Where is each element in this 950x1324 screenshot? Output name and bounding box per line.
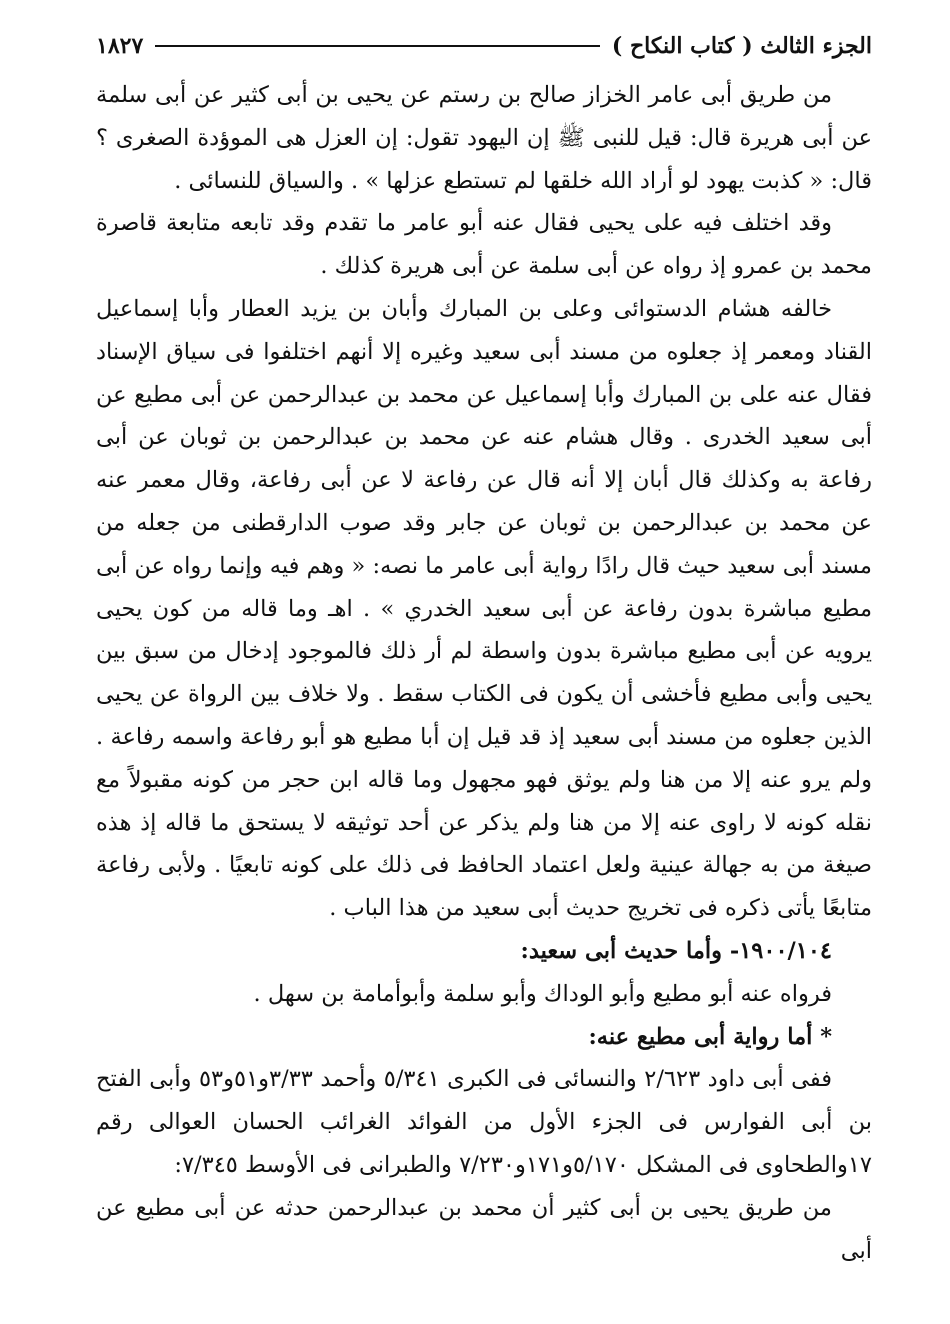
paragraph: * أما رواية أبى مطيع عنه: — [588, 1023, 832, 1050]
paragraph: وقد اختلف فيه على يحيى فقال عنه أبو عامر ما تقدم وقد تابعه متابعة قاصرة محمد بن عمرو إذ رواه عن أبى سلمة عن أبى هريرة كذلك . — [96, 210, 872, 280]
page-number: ١٨٢٧ — [96, 33, 144, 59]
paragraph: خالفه هشام الدستوائى وعلى بن المبارك وأبان بن يزيد العطار وأبا إسماعيل القناد ومعمر إذ جعلوه من مسند أبى سعيد وغيره إلا أنهم اختلفوا فى سياق الإسناد فقال عنه على بن المبارك وأبا إسماعيل عن محمد بن عبدالرحمن عن أبى مطيع عن أبى سعيد الخدرى . وقال هشام عنه عن محمد بن عبدالرحمن بن ثوبان عن أبى رفاعة به وكذلك قال أبان إلا أنه قال عن رفاعة لا عن أبى رفاعة، وقال معمر عنه عن محمد بن عبدالرحمن بن ثوبان عن جابر وقد صوب الدارقطنى من جعله من مسند أبى سعيد حيث قال رادًا رواية أبى عامر ما نصه: « وهم فيه وإنما رواه عن أبى مطيع مباشرة بدون رفاعة عن أبى سعيد الخدري » . اهـ وما قاله من كون يحيى يرويه عن أبى مطيع مباشرة بدون واسطة لم أر ذلك فالموجود إدخال من سبق بين يحيى وأبى مطيع فأخشى أن يكون فى الكتاب سقط . ولا خلاف بين الرواة عن يحيى الذين جعلوه من مسند أبى سعيد إذ قد قيل إن أبا مطيع هو أبو رفاعة واسمه رفاعة . ولم يرو عنه إلا من هنا ولم يوثق فهو مجهول وما قاله ابن حجر من كونه مقبولاً مع نقله كونه لا راوى عنه إلا من هنا ولم يذكر عن أحد توثيقه لا يستحق ما قاله إذ هذه صيغة من به جهالة عينية ولعل اعتماد الحافظ فى ذلك على كونه تابعيًا . ولأبى رفاعة متابعًا يأتى ذكره فى تخريج حديث أبى سعيد من هذا الباب . — [96, 295, 872, 922]
header-rule — [155, 45, 600, 47]
paragraph: ١٩٠٠/١٠٤- وأما حديث أبى سعيد: — [520, 937, 832, 964]
paragraph: من طريق يحيى بن أبى كثير أن محمد بن عبدالرحمن حدثه عن أبى مطيع عن أبى — [96, 1194, 872, 1264]
paragraph: فرواه عنه أبو مطيع وأبو الوداك وأبو سلمة وأبوأمامة بن سهل . — [253, 980, 832, 1007]
running-header — [96, 28, 872, 64]
paragraph: ففى أبى داود ٢/٦٢٣ والنسائى فى الكبرى ٥/٣٤١ وأحمد ٣/٣٣و٥١و٥٣ وأبى الفتح بن أبى الفوارس فى الجزء الأول من الفوائد الغرائب الحسان العوالى رقم ١٧والطحاوى فى المشكل ٥/١٧٠و١٧١و٧/٢٣٠ والطبرانى فى الأوسط ٧/٣٤٥: — [96, 1066, 872, 1178]
header-title: الجزء الثالث ( كتاب النكاح ) — [611, 33, 872, 59]
page-body — [96, 74, 872, 1272]
paragraph: من طريق أبى عامر الخزاز صالح بن رستم عن يحيى بن أبى كثير عن أبى سلمة عن أبى هريرة قال: قيل للنبى ﷺ إن اليهود تقول: إن العزل هى الموؤدة الصغرى ؟ قال: « كذبت يهود لو أراد الله خلقها لم تستطع عزلها » . والسياق للنسائى . — [96, 82, 872, 194]
